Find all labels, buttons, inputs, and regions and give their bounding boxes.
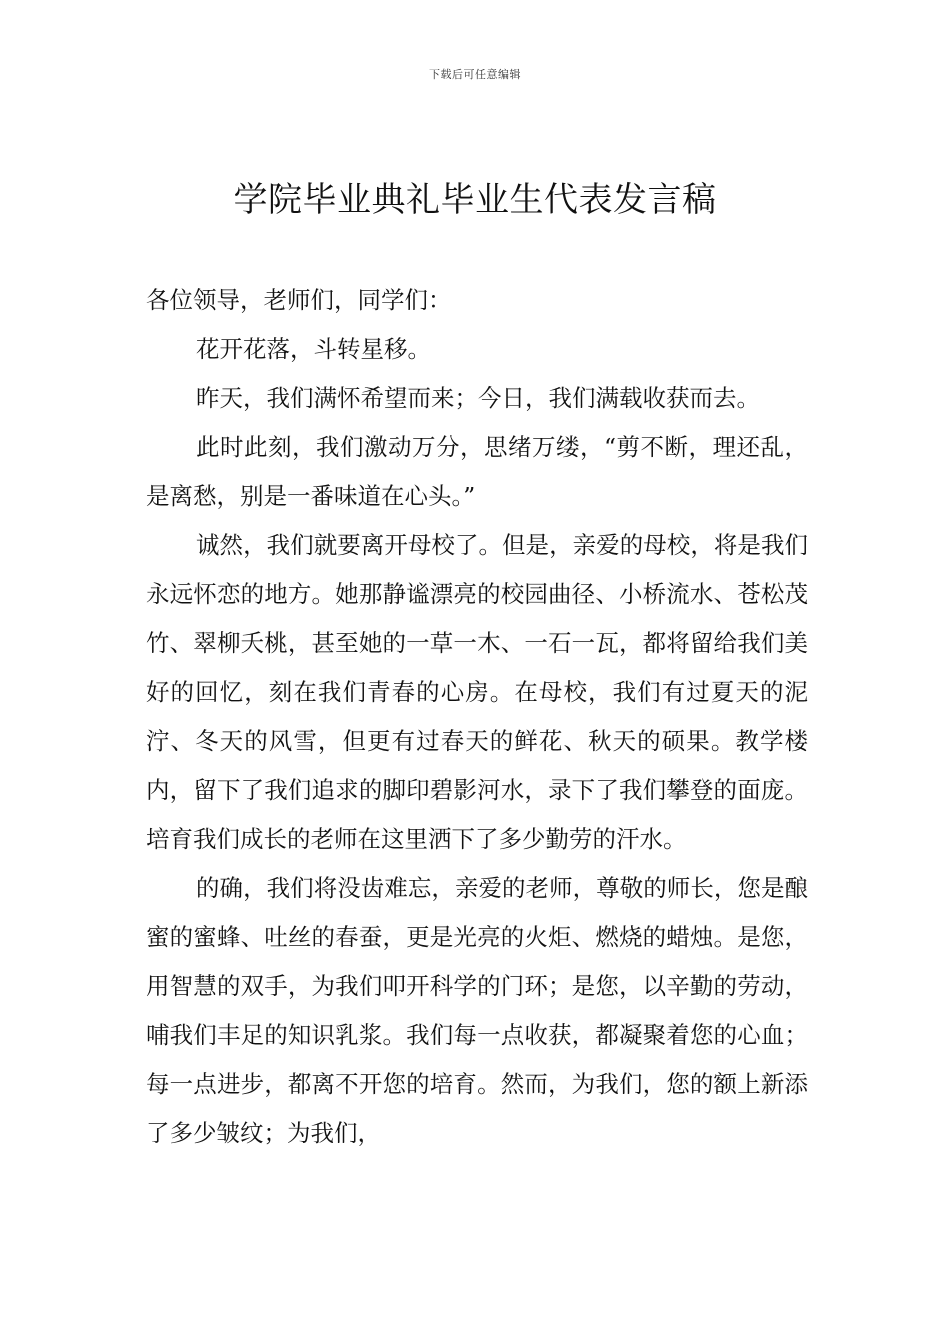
paragraph: 花开花落，斗转星移。	[196, 335, 431, 363]
paragraph: 昨天，我们满怀希望而来；今日，我们满载收获而去。	[196, 384, 760, 412]
paragraph: 诚然，我们就要离开母校了。但是，亲爱的母校，将是我们永远怀恋的地方。她那静谧漂亮的校园曲径、小桥流水、苍松茂竹、翠柳夭桃，甚至她的一草一木、一石一瓦，都将留给我们美好的回忆，刻在我们青春的心房。在母校，我们有过夏天的泥泞、冬天的风雪，但更有过春天的鲜花、秋天的硕果。教学楼内，留下了我们追求的脚印碧影河水，录下了我们攀登的面庞。培育我们成长的老师在这里洒下了多少勤劳的汗水。	[146, 531, 808, 853]
document-body	[146, 276, 808, 1158]
paragraph: 此时此刻，我们激动万分，思绪万缕，“剪不断，理还乱，是离愁，别是一番味道在心头。”	[146, 433, 808, 510]
salutation: 各位领导，老师们，同学们：	[146, 286, 452, 314]
header-note: 下载后可任意编辑	[429, 68, 521, 81]
document-title: 学院毕业典礼毕业生代表发言稿	[233, 180, 717, 220]
paragraph: 的确，我们将没齿难忘，亲爱的老师，尊敬的师长，您是酿蜜的蜜蜂、吐丝的春蚕，更是光亮的火炬、燃烧的蜡烛。是您，用智慧的双手，为我们叩开科学的门环；是您，以辛勤的劳动，哺我们丰足的知识乳浆。我们每一点收获，都凝聚着您的心血；每一点进步，都离不开您的培育。然而，为我们，您的额上新添了多少皱纹；为我们，	[146, 874, 808, 1147]
